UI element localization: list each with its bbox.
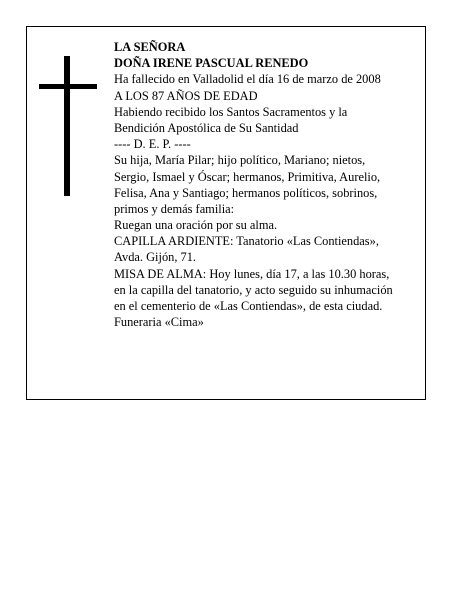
notice-line: Ruegan una oración por su alma.	[114, 218, 278, 233]
notice-line: ---- D. E. P. ----	[114, 137, 191, 152]
notice-heading-title: LA SEÑORA	[114, 40, 186, 54]
notice-line: MISA DE ALMA: Hoy lunes, día 17, a las 10.30 horas,	[114, 266, 390, 281]
notice-line: Bendición Apostólica de Su Santidad	[114, 120, 299, 135]
notice-line: Ha fallecido en Valladolid el día 16 de marzo de 2008	[114, 72, 381, 87]
notice-text	[114, 39, 426, 330]
notice-line: primos y demás familia:	[114, 201, 235, 216]
notice-heading-name: DOÑA IRENE PASCUAL RENEDO	[114, 56, 309, 71]
notice-line: Felisa, Ana y Santiago; hermanos políticos, sobrinos,	[114, 185, 378, 200]
notice-line: Funeraria «Cima»	[114, 315, 204, 330]
notice-line: Su hija, María Pilar; hijo político, Mariano; nietos,	[114, 153, 366, 168]
notice-line: Habiendo recibido los Santos Sacramentos y la	[114, 104, 348, 119]
notice-line: en el cementerio de «Las Contiendas», de esta ciudad.	[114, 299, 383, 313]
cross-vertical-bar	[64, 56, 70, 196]
notice-line: en la capilla del tanatorio, y acto seguido su inhumación	[114, 282, 393, 297]
notice-line: Sergio, Ismael y Óscar; hermanos, Primitiva, Aurelio,	[114, 169, 381, 184]
notice-line: CAPILLA ARDIENTE: Tanatorio «Las Contiendas»,	[114, 234, 379, 249]
notice-line: A LOS 87 AÑOS DE EDAD	[114, 88, 258, 103]
notice-line: Avda. Gijón, 71.	[114, 250, 197, 265]
cross-horizontal-bar	[39, 84, 97, 89]
